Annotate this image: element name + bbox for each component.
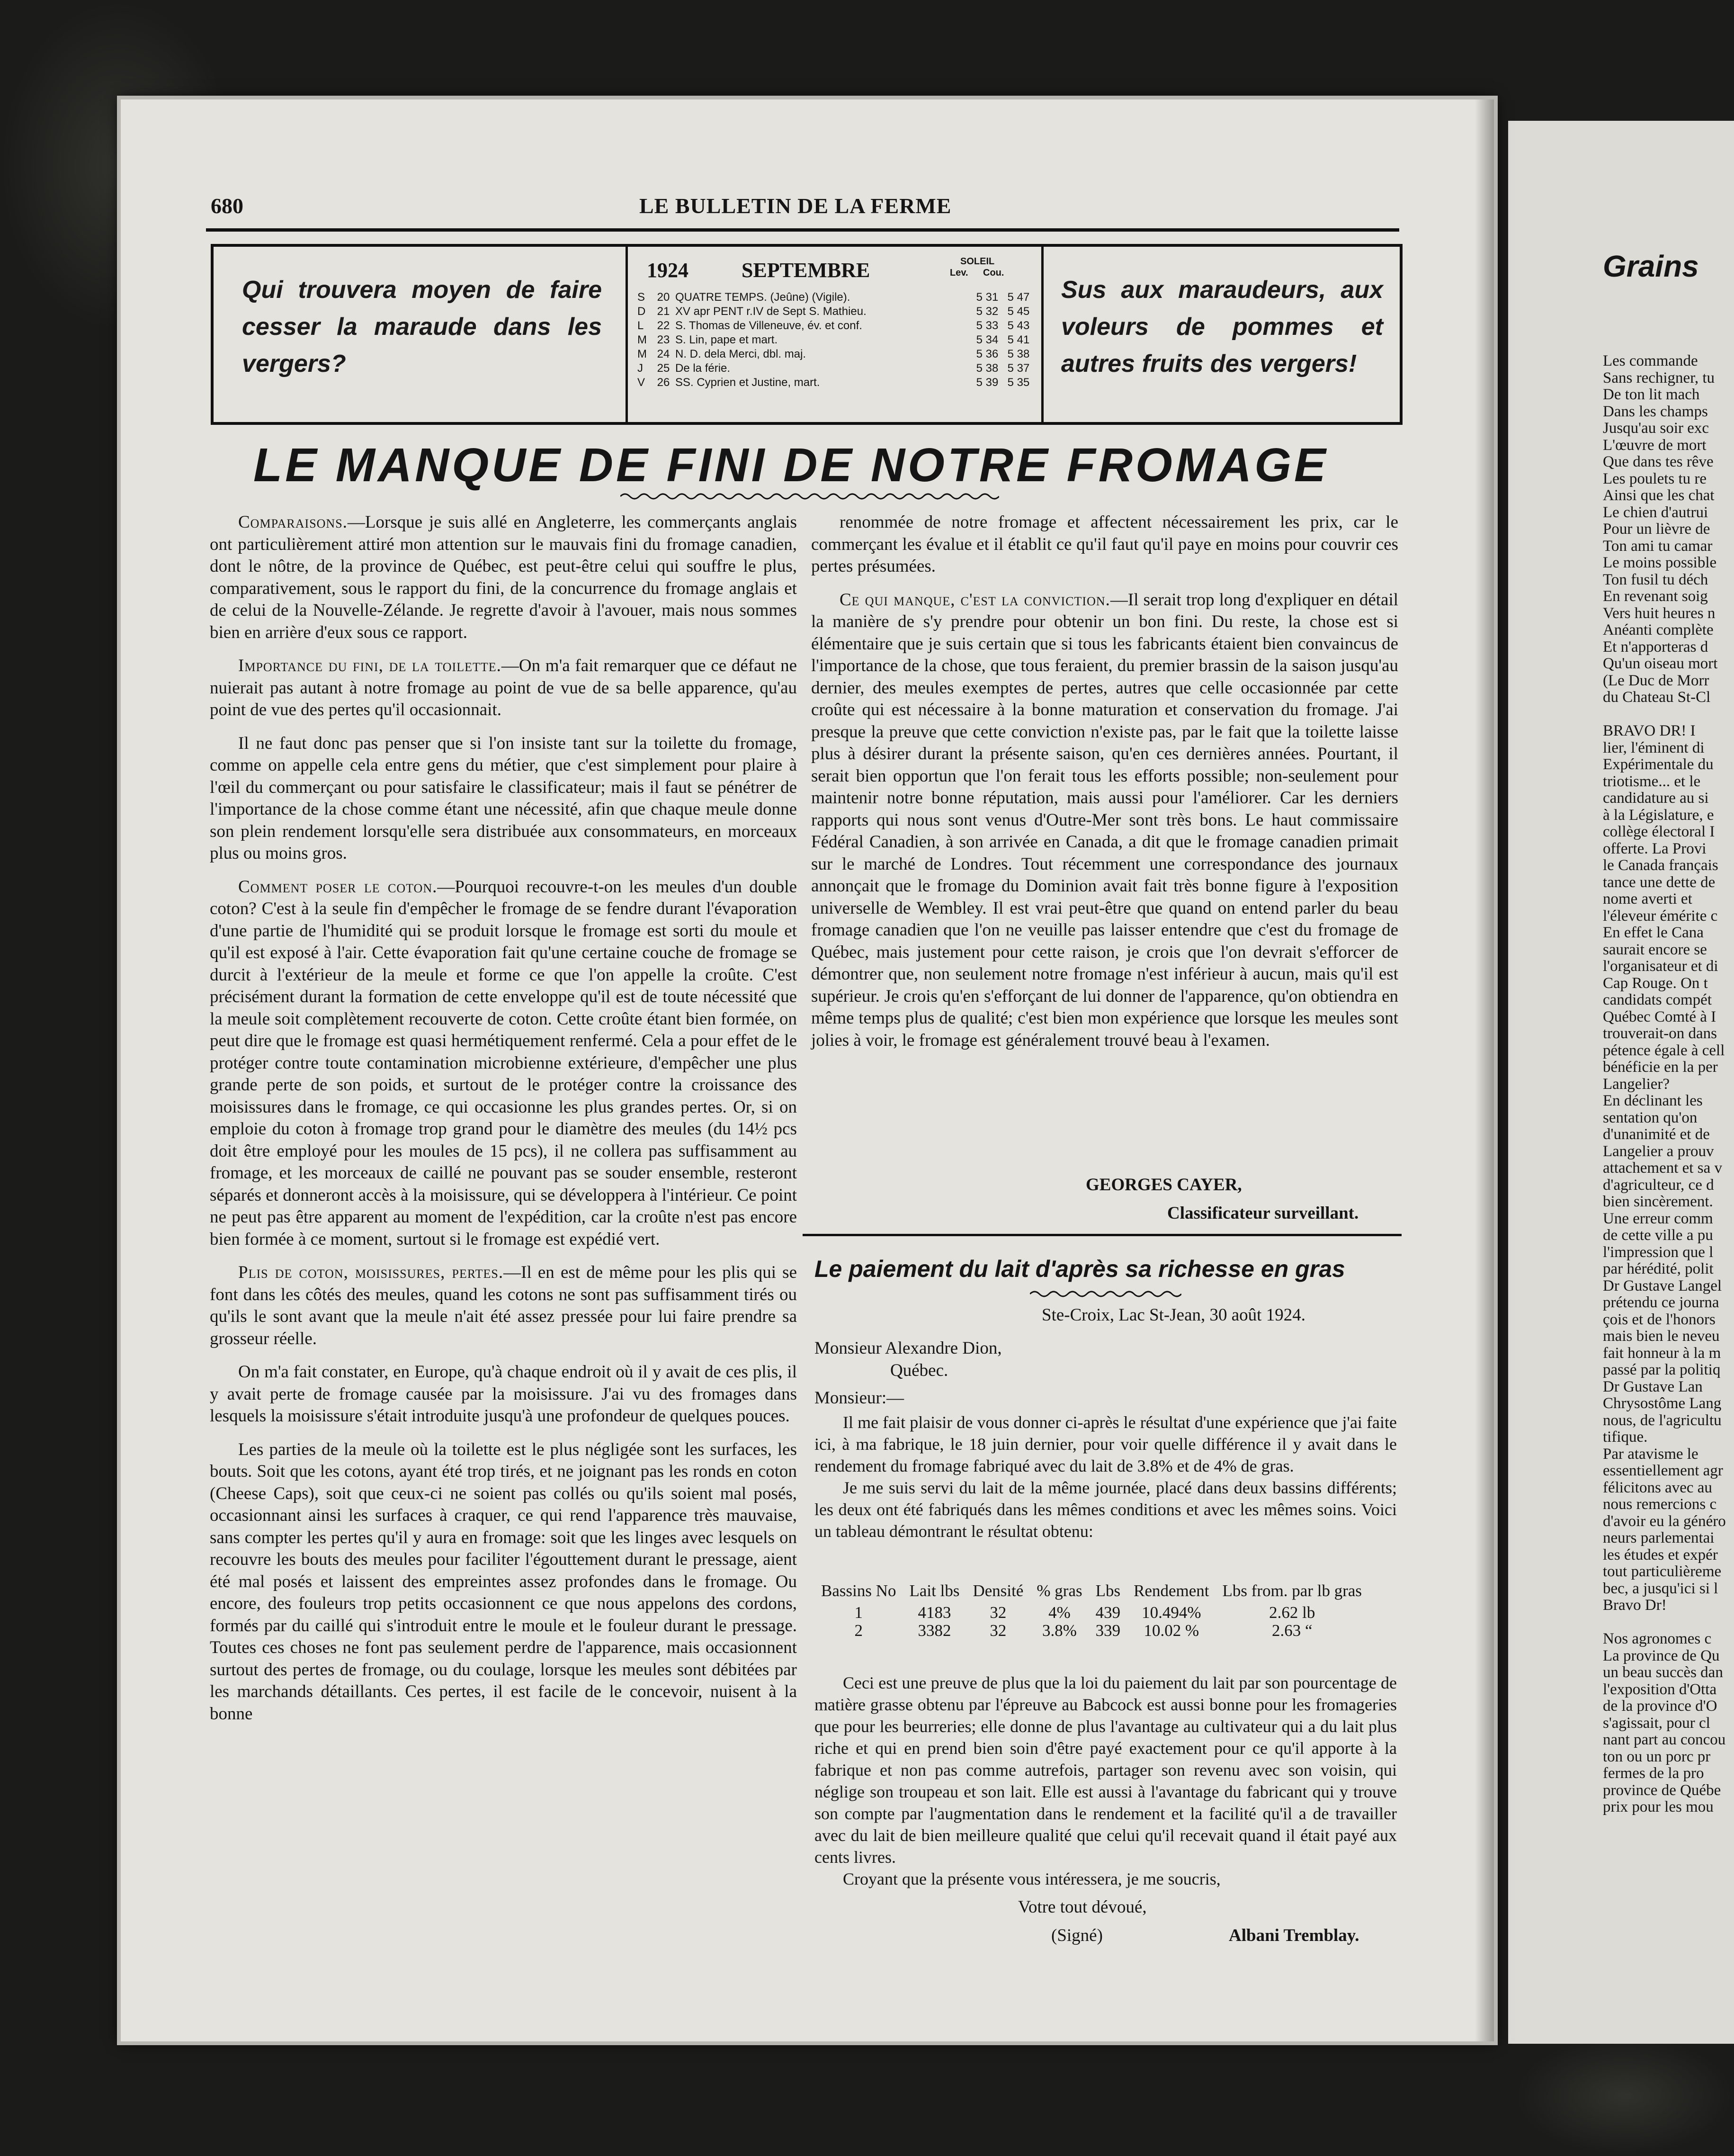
adjacent-line: tance une dette de	[1603, 873, 1716, 891]
adjacent-line: passé par la politiq	[1603, 1361, 1721, 1378]
paragraph-text: —Lorsque je suis allé en Angleterre, les commerçants anglais ont particulièrement attiré mon attention sur le mauvais fini du fromage canadien, dont le nôtre, de la province de Québec, est peut-être celui qui souffre le plus, comparativement, sous le rapport du fini, de la concurrence du fromage anglais et de celui de la Nouvelle-Zélande. Je regrette d'avoir à l'avouer, mais nous sommes bien en arrière d'eux sous ce rapport.	[210, 512, 797, 642]
article-right-column	[811, 512, 1398, 1063]
adjacent-line: le Canada français	[1603, 857, 1718, 874]
adjacent-line: neurs parlementai	[1603, 1529, 1715, 1546]
adjacent-line: La province de Qu	[1603, 1647, 1720, 1664]
adjacent-line: Chrysostôme Lang	[1603, 1395, 1722, 1412]
calendar-cell-n: 20	[657, 291, 670, 304]
adjacent-line: Ton ami tu camar	[1603, 537, 1713, 555]
adjacent-line: candidature au si	[1603, 790, 1709, 807]
article-paragraph	[210, 733, 797, 865]
adjacent-line: collège électoral I	[1603, 823, 1715, 840]
running-title: LE BULLETIN DE LA FERME	[639, 194, 952, 218]
adjacent-line: sentation qu'on	[1603, 1109, 1698, 1126]
calendar-cell-lev: 5 31	[976, 291, 999, 304]
adjacent-line: les études et expér	[1603, 1546, 1718, 1563]
table-cell: 439	[1095, 1603, 1121, 1622]
adjacent-line: tout particulièreme	[1603, 1563, 1722, 1580]
top-box	[211, 244, 1403, 425]
paragraph-lead: Comment poser le coton.	[238, 877, 438, 897]
calendar-row	[637, 319, 1033, 333]
page-gutter	[1475, 99, 1494, 2041]
adjacent-line: saurait encore se	[1603, 941, 1707, 958]
adjacent-line	[1603, 1614, 1734, 1631]
header-rule	[206, 228, 1399, 232]
calendar-cell-lev: 5 33	[976, 319, 999, 332]
calendar-cell-lev: 5 32	[976, 305, 999, 318]
letter-addressee-city: Québec.	[890, 1361, 948, 1380]
adjacent-line: Langelier a prouv	[1603, 1142, 1714, 1160]
adjacent-line: offerte. La Provi	[1603, 840, 1707, 857]
adjacent-line: Langelier?	[1603, 1075, 1670, 1093]
paragraph-text: —On m'a fait remarquer que ce défaut ne nuierait pas autant à notre fromage au point de vue de sa belle apparence, qu'au point de vue des pertes qu'il occasionnait.	[210, 656, 797, 719]
adjacent-line: L'œuvre de mort	[1603, 436, 1707, 454]
adjacent-line: lier, l'éminent di	[1603, 739, 1705, 756]
adjacent-line: çois et de l'honors	[1603, 1311, 1716, 1328]
adjacent-line	[1603, 706, 1734, 723]
adjacent-line: fermes de la pro	[1603, 1765, 1704, 1782]
title-ornament	[620, 492, 999, 501]
article-paragraph	[210, 876, 797, 1251]
letter-top-rule	[803, 1234, 1402, 1236]
adjacent-line: Une erreur comm	[1603, 1210, 1713, 1227]
calendar-cell-lev: 5 38	[976, 362, 999, 375]
adjacent-line: d'unanimité et de	[1603, 1126, 1710, 1143]
calendar-cell-text: SS. Cyprien et Justine, mart.	[675, 376, 820, 389]
adjacent-line: Les poulets tu re	[1603, 470, 1707, 487]
calendar-cell-lev: 5 36	[976, 348, 999, 360]
table-cell: 10.02 %	[1144, 1621, 1199, 1640]
adjacent-line: mais bien le neveu	[1603, 1328, 1720, 1345]
table-cell: 3.8%	[1042, 1621, 1077, 1640]
table-cell: 3382	[918, 1621, 951, 1640]
adjacent-line: l'exposition d'Otta	[1603, 1680, 1717, 1698]
article-author: GEORGES CAYER,	[1086, 1175, 1242, 1195]
letter-signed: (Signé)	[1051, 1926, 1103, 1945]
adjacent-line: à la Législature, e	[1603, 806, 1714, 824]
adjacent-line: En effet le Cana	[1603, 924, 1704, 941]
adjacent-line: Vers huit heures n	[1603, 604, 1716, 622]
adjacent-line: En déclinant les	[1603, 1092, 1703, 1109]
table-cell: 339	[1095, 1621, 1121, 1640]
page-number: 680	[211, 194, 243, 218]
article-paragraph	[210, 1361, 797, 1428]
adjacent-line: En revenant soig	[1603, 588, 1708, 605]
letter-paragraph: Il me fait plaisir de vous donner ci-après le résultat d'une expérience que j'ai faite ici, à ma fabrique, le 18 juin dernier, pour voir quelle différence il y avait dans le rendement du fromage fabriqué avec du lait de 3.8% et de 4% de gras.	[814, 1413, 1397, 1475]
adjacent-line: s'agissait, pour cl	[1603, 1714, 1710, 1732]
table-cell: 32	[990, 1621, 1007, 1640]
film-background	[1515, 2037, 1733, 2155]
table-header: % gras	[1037, 1581, 1082, 1600]
table-cell: 4183	[918, 1603, 951, 1622]
calendar-row	[637, 361, 1033, 376]
adjacent-line: du Chateau St-Cl	[1603, 689, 1711, 706]
letter-closing: Votre tout dévoué,	[1018, 1897, 1147, 1917]
paragraph-text: Les parties de la meule où la toilette est le plus négligée sont les surfaces, les bouts. Soit que les cotons, ayant été trop tirés, et ne joignant pas les ronds en coton (Cheese Caps), soit que ceux-ci ne soient pas collés ou qu'ils soient mal posés, occasionnant ainsi les surfaces à craquer, ce qui rend l'apparence très mauvaise, sans compter les pertes qu'il y aura en fromage: soit que les linges avec lesquels on recouvre les bouts des meules pour faciliter l'égouttement durant le pressage, aient été mal posés et laissent des empreintes assez profondes dans le fromage. Ou encore, des fouleurs trop petits occasionnent ce que nous appelons des cordons, formés par du caillé qui s'introduit entre le moule et le fouleur durant le pressage. Toutes ces choses ne font pas seulement perdre de l'apparence, mais occasionnent surtout des pertes de fromage, ou du coulage, lorsque les meules sont débitées par les marchands détaillants. Ces pertes, il est facile de le concevoir, nuisent à la bonne	[210, 1439, 797, 1724]
calendar-cell-lev: 5 34	[976, 333, 999, 346]
adjacent-line: candidats compét	[1603, 991, 1712, 1008]
adjacent-line: Et n'apporteras d	[1603, 638, 1708, 656]
calendar-cell-cou: 5 43	[1007, 319, 1030, 332]
calendar-lev: Lev.	[950, 268, 968, 278]
table-header: Lbs	[1095, 1581, 1121, 1600]
adjacent-line: Dr Gustave Lan	[1603, 1378, 1703, 1395]
table-cell: 32	[990, 1603, 1007, 1622]
adjacent-line: Sans rechigner, tu	[1603, 369, 1715, 386]
calendar-cell-cou: 5 35	[1007, 376, 1030, 389]
box-divider	[626, 247, 628, 422]
adjacent-line: triotisme... et le	[1603, 773, 1701, 790]
adjacent-line: bec, a jusqu'ici si l	[1603, 1580, 1718, 1597]
adjacent-line: Nos agronomes c	[1603, 1630, 1712, 1647]
adjacent-line: de cette ville a pu	[1603, 1227, 1713, 1244]
paragraph-lead: Importance du fini, de la toilette.	[238, 656, 501, 675]
calendar-cou: Cou.	[983, 268, 1004, 278]
box-right-text: Sus aux maraudeurs, aux voleurs de pommes et autres fruits des vergers!	[1061, 276, 1383, 377]
paragraph-text: —Il serait trop long d'expliquer en détail la manière de s'y prendre pour obtenir un bon fini. Du reste, la chose est si élémentaire que je suis certain que si tous les fabricants étaient bien convaincus de l'importance de la chose, que tous feraient, du premier brassin de la saison jusqu'au dernier, des meules exemptes de pertes, autres que celle occasionnée par cette croûte qui est nécessaire à la bonne maturation et conservation du fromage. J'ai presque la preuve que cette conviction n'existe pas, par le fait que la toilette laisse plus à désirer durant la présente saison, qu'en ces dernières années. Pourtant, il serait bien opportun que l'on ferait tous les efforts possible; non-seulement pour maintenir notre bonne réputation, mais aussi pour l'améliorer. Car les derniers rapports qui nous sont venus d'Outre-Mer sont très bons. Le haut commissaire Fédéral Canadien, à son arrivée en Canada, a dit que le fromage canadien primait sur le marché de Londres. Tout récemment une correspondance des journaux annonçait que le fromage du Dominion avait fait très bonne figure à l'exposition universelle de Wembley. Il est vrai peut-être que quand on entend parler du beau fromage canadien que l'on ne veuille pas laisser entendre que c'est du fromage de Québec, mais justement pour cette raison, je crois que l'on devrait s'efforcer de démontrer que, non seulement notre fromage n'est inférieur à aucun, mais qu'il est supérieur. Je crois qu'en s'efforçant de lui donner de l'apparence, qu'on obtiendra en même temps plus de qualité; c'est bien mon expérience que lorsque les meules sont jolies à voir, le fromage est généralement trouvé beau à l'examen.	[811, 590, 1399, 1050]
article-title: LE MANQUE DE FINI DE NOTRE FROMAGE	[253, 439, 1329, 492]
adjacent-line: Qu'un oiseau mort	[1603, 655, 1718, 672]
calendar-soleil: SOLEIL	[960, 256, 995, 267]
calendar-cell-text: De la férie.	[675, 362, 731, 375]
calendar	[637, 253, 1033, 390]
adjacent-line: bénéficie en la per	[1603, 1059, 1718, 1076]
adjacent-line: Québec Comté à I	[1603, 1008, 1716, 1025]
adjacent-line: Jusqu'au soir exc	[1603, 420, 1709, 437]
calendar-row	[637, 376, 1033, 390]
calendar-cell-cou: 5 45	[1007, 305, 1030, 318]
calendar-cell-n: 24	[657, 348, 670, 360]
table-cell: 10.494%	[1142, 1603, 1201, 1622]
adjacent-line: Anéanti complète	[1603, 621, 1714, 638]
calendar-cell-text: QUATRE TEMPS. (Jeûne) (Vigile).	[675, 291, 850, 304]
adjacent-line: Dans les champs	[1603, 403, 1708, 420]
calendar-row	[637, 333, 1033, 347]
article-paragraph	[210, 512, 797, 644]
adjacent-line: tifique.	[1603, 1428, 1648, 1446]
article-paragraph	[811, 512, 1398, 578]
table-row	[814, 1604, 1368, 1622]
calendar-cell-text: N. D. dela Merci, dbl. maj.	[675, 348, 806, 360]
adjacent-line: pétence égale à cell	[1603, 1042, 1725, 1059]
table-cell: 4%	[1048, 1603, 1071, 1622]
adjacent-line: Le moins possible	[1603, 554, 1717, 571]
paragraph-text: —Pourquoi recouvre-t-on les meules d'un double coton? C'est à la seule fin d'empêcher le fromage de se fendre durant l'évaporation d'une partie de l'humidité qui se produit lorsque le fromage est sorti du moule et qu'il est exposé à l'air. Cette évaporation fait qu'une certaine couche de fromage se durcit à l'extérieur de la meule et forme ce que l'on appelle la croûte. C'est précisément durant la formation de cette enveloppe qu'il est de toute nécessité que la meule soit complètement recouverte de coton. Cette croûte étant bien formée, on peut dire que le fromage est quasi hermétiquement renfermé. Cela a pour effet de le protéger contre toute contamination microbienne extérieure, d'empêcher une plus grande perte de son poids, et surtout de le protéger contre la croissance des moisissures dans le fromage, ce qui occasionne les plus grandes pertes. Or, si on emploie du coton à fromage trop grand pour le diamètre des meules (du 14½ pcs doit être employé pour les moules de 15 pcs), il ne collera pas suffisamment au fromage, et les morceaux de caillé ne pouvant pas se souder ensemble, resteront séparés et donneront accès à la moisissure, qui se développera à l'intérieur. Ce point ne peut pas être apparent au moment de l'expédition, car la croûte n'est pas encore bien formée à ce moment, surtout si le fromage est expédié vert.	[210, 877, 797, 1249]
calendar-cell-n: 21	[657, 305, 670, 318]
table-cell: 2	[854, 1621, 863, 1640]
box-divider	[1041, 247, 1044, 422]
adjacent-line: Par atavisme le	[1603, 1445, 1698, 1463]
adjacent-line: Ainsi que les chat	[1603, 487, 1715, 504]
table-header: Bassins No	[821, 1581, 896, 1600]
adjacent-page	[1508, 121, 1734, 2044]
calendar-cell-d: M	[637, 348, 647, 360]
adjacent-line: (Le Duc de Morr	[1603, 672, 1709, 689]
adjacent-line: attachement et sa v	[1603, 1159, 1722, 1177]
paragraph-lead: Comparaisons.	[238, 512, 348, 532]
letter-body-2	[814, 1672, 1397, 1890]
table-row	[814, 1622, 1368, 1640]
paragraph-lead: Plis de coton, moisissures, pertes.	[238, 1263, 504, 1282]
table-cell: 2.63 “	[1272, 1621, 1313, 1640]
box-left-text: Qui trouvera moyen de faire cesser la maraude dans les vergers?	[242, 276, 602, 377]
letter-place-date: Ste-Croix, Lac St-Jean, 30 août 1924.	[1042, 1305, 1305, 1325]
letter-salutation: Monsieur:—	[814, 1388, 904, 1408]
adjacent-line: province de Québe	[1603, 1781, 1721, 1799]
calendar-cell-cou: 5 47	[1007, 291, 1030, 304]
calendar-cell-text: XV apr PENT r.IV de Sept S. Mathieu.	[675, 305, 867, 318]
calendar-cell-n: 22	[657, 319, 670, 332]
calendar-cell-n: 26	[657, 376, 670, 389]
calendar-cell-lev: 5 39	[976, 376, 999, 389]
letter-addressee: Monsieur Alexandre Dion,	[814, 1339, 1002, 1358]
adjacent-line: Cap Rouge. On t	[1603, 974, 1708, 992]
adjacent-line: nous remercions c	[1603, 1496, 1717, 1513]
calendar-cell-d: J	[637, 362, 643, 375]
adjacent-line: Bravo Dr!	[1603, 1597, 1667, 1614]
newspaper-page	[121, 99, 1494, 2041]
table-header: Lbs from. par lb gras	[1222, 1581, 1362, 1600]
calendar-row	[637, 290, 1033, 305]
calendar-cell-d: D	[637, 305, 646, 318]
adjacent-line: trouverait-on dans	[1603, 1025, 1717, 1042]
calendar-cell-cou: 5 38	[1007, 348, 1030, 360]
adjacent-line: prétendu ce journa	[1603, 1294, 1719, 1311]
paragraph-text: Il ne faut donc pas penser que si l'on insiste tant sur la toilette du fromage, comme on appelle cela entre gens du métier, que c'est simplement pour plaire à l'œil du commerçant ou pour satisfaire le classificateur; mais il faut se pénétrer de l'importance de la chose comme étant une nécessité, afin que chaque meule donne son plein rendement lorsqu'elle sera distribuée aux consommateurs, en morceaux plus ou moins gros.	[210, 733, 797, 863]
calendar-row	[637, 305, 1033, 319]
article-author-title: Classificateur surveillant.	[1167, 1204, 1359, 1223]
letter-paragraph: Ceci est une preuve de plus que la loi du paiement du lait par son pourcentage de matière grasse obtenu par l'épreuve au Babcock est aussi bonne pour les fromageries que pour les beurreries; elle donne de plus l'avantage au cultivateur qui a du lait plus riche et qui en prend bien soin d'être payé exactement pour ce qu'il apporte à la fabrique et non pas comme autrefois, partager son revenu avec son voisin, qui néglige son troupeau et son lait. Elle est aussi à l'avantage du fabricant qui y trouve son compte par l'augmentation dans le rendement et la facilité qu'il a de travailler avec du lait de bien meilleure qualité que celui qu'il recevait quand il était payé aux cents livres.	[814, 1673, 1397, 1867]
calendar-cell-n: 25	[657, 362, 670, 375]
paragraph-text: On m'a fait constater, en Europe, qu'à chaque endroit où il y avait de ces plis, il y avait perte de fromage causée par la moisissure. J'ai vu des fromages dans lesquels la moisissure s'était introduite jusqu'à une profondeur de quelques pouces.	[210, 1362, 797, 1426]
calendar-month: SEPTEMBRE	[742, 259, 870, 282]
adjacent-line: un beau succès dan	[1603, 1664, 1723, 1681]
adjacent-page-title: Grains	[1603, 249, 1699, 283]
calendar-cell-d: L	[637, 319, 644, 332]
adjacent-line: Les commande	[1603, 352, 1698, 369]
adjacent-line: fait honneur à la m	[1603, 1344, 1721, 1362]
letter-paragraph: Je me suis servi du lait de la même journée, placé dans deux bassins différents; les deux ont été fabriqués dans les mêmes conditions et avec les mêmes soins. Voici un tableau démontrant le résultat obtenu:	[814, 1478, 1397, 1541]
table-header: Densité	[973, 1581, 1024, 1600]
calendar-cell-cou: 5 41	[1007, 333, 1030, 346]
adjacent-line: prix pour les mou	[1603, 1798, 1714, 1815]
adjacent-page-column	[1603, 353, 1734, 1816]
article-paragraph	[210, 655, 797, 721]
adjacent-line: d'agriculteur, ce d	[1603, 1176, 1714, 1194]
letter-body-1	[814, 1411, 1397, 1542]
letter-title: Le paiement du lait d'après sa richesse en gras	[814, 1256, 1345, 1282]
results-table	[814, 1582, 1397, 1640]
adjacent-line: Dr Gustave Langel	[1603, 1277, 1722, 1294]
adjacent-line: félicitons avec au	[1603, 1479, 1712, 1496]
adjacent-line: nant part au concou	[1603, 1731, 1726, 1748]
calendar-cell-text: S. Lin, pape et mart.	[675, 333, 778, 346]
adjacent-line: l'organisateur et di	[1603, 958, 1718, 975]
calendar-cell-d: S	[637, 291, 645, 304]
article-left-column	[210, 512, 797, 1736]
adjacent-line: de la province d'O	[1603, 1698, 1717, 1715]
paragraph-lead: Ce qui manque, c'est la conviction.	[840, 590, 1110, 610]
adjacent-line: Pour un lièvre de	[1603, 521, 1710, 538]
adjacent-line: De ton lit mach	[1603, 386, 1700, 403]
table-cell: 1	[854, 1603, 863, 1622]
article-paragraph	[210, 1439, 797, 1725]
adjacent-line: Le chien d'autrui	[1603, 503, 1708, 521]
letter-paragraph: Croyant que la présente vous intéressera, je me soucris,	[843, 1869, 1221, 1888]
calendar-row	[637, 347, 1033, 361]
adjacent-line: nome averti et	[1603, 890, 1692, 907]
calendar-rows	[637, 290, 1033, 390]
adjacent-line: essentiellement agr	[1603, 1462, 1723, 1479]
adjacent-line: Ton fusil tu déch	[1603, 571, 1708, 588]
table-header: Rendement	[1134, 1581, 1209, 1600]
calendar-cell-n: 23	[657, 333, 670, 346]
table-cell: 2.62 lb	[1269, 1603, 1315, 1622]
adjacent-line: l'éleveur émérite c	[1603, 907, 1718, 925]
adjacent-line: Expérimentale du	[1603, 756, 1714, 773]
table-header: Lait lbs	[909, 1581, 960, 1600]
adjacent-line: ton ou un porc pr	[1603, 1748, 1711, 1765]
paragraph-text: renommée de notre fromage et affectent nécessairement les prix, car le commerçant les évalue et il établit ce qu'il faut qu'il paye en moins pour couvrir ces pertes présumées.	[811, 512, 1398, 576]
adjacent-line: BRAVO DR! I	[1603, 722, 1696, 739]
calendar-cell-cou: 5 37	[1007, 362, 1030, 375]
article-paragraph	[210, 1262, 797, 1350]
calendar-year: 1924	[647, 259, 688, 282]
paragraph-text: —Il en est de même pour les plis qui se font dans les côtés des meules, quand les cotons ne sont pas suffisamment tirés ou qu'ils le sont avant que la meule n'ait été assez pressée pour lui faire prendre sa grosseur réelle.	[210, 1263, 797, 1348]
article-paragraph	[811, 589, 1398, 1052]
calendar-cell-d: V	[637, 376, 645, 389]
calendar-cell-d: M	[637, 333, 647, 346]
adjacent-line: d'avoir eu la généro	[1603, 1512, 1726, 1530]
letter-signer: Albani Tremblay.	[1229, 1926, 1359, 1945]
adjacent-line: par hérédité, polit	[1603, 1260, 1714, 1277]
adjacent-line: nous, de l'agricultu	[1603, 1411, 1722, 1429]
adjacent-line: bien sincèrement.	[1603, 1193, 1713, 1210]
adjacent-line: l'impression que l	[1603, 1243, 1714, 1261]
adjacent-line: Que dans tes rêve	[1603, 453, 1714, 470]
letter-title-ornament	[1030, 1289, 1181, 1299]
calendar-cell-text: S. Thomas de Villeneuve, év. et conf.	[675, 319, 862, 332]
